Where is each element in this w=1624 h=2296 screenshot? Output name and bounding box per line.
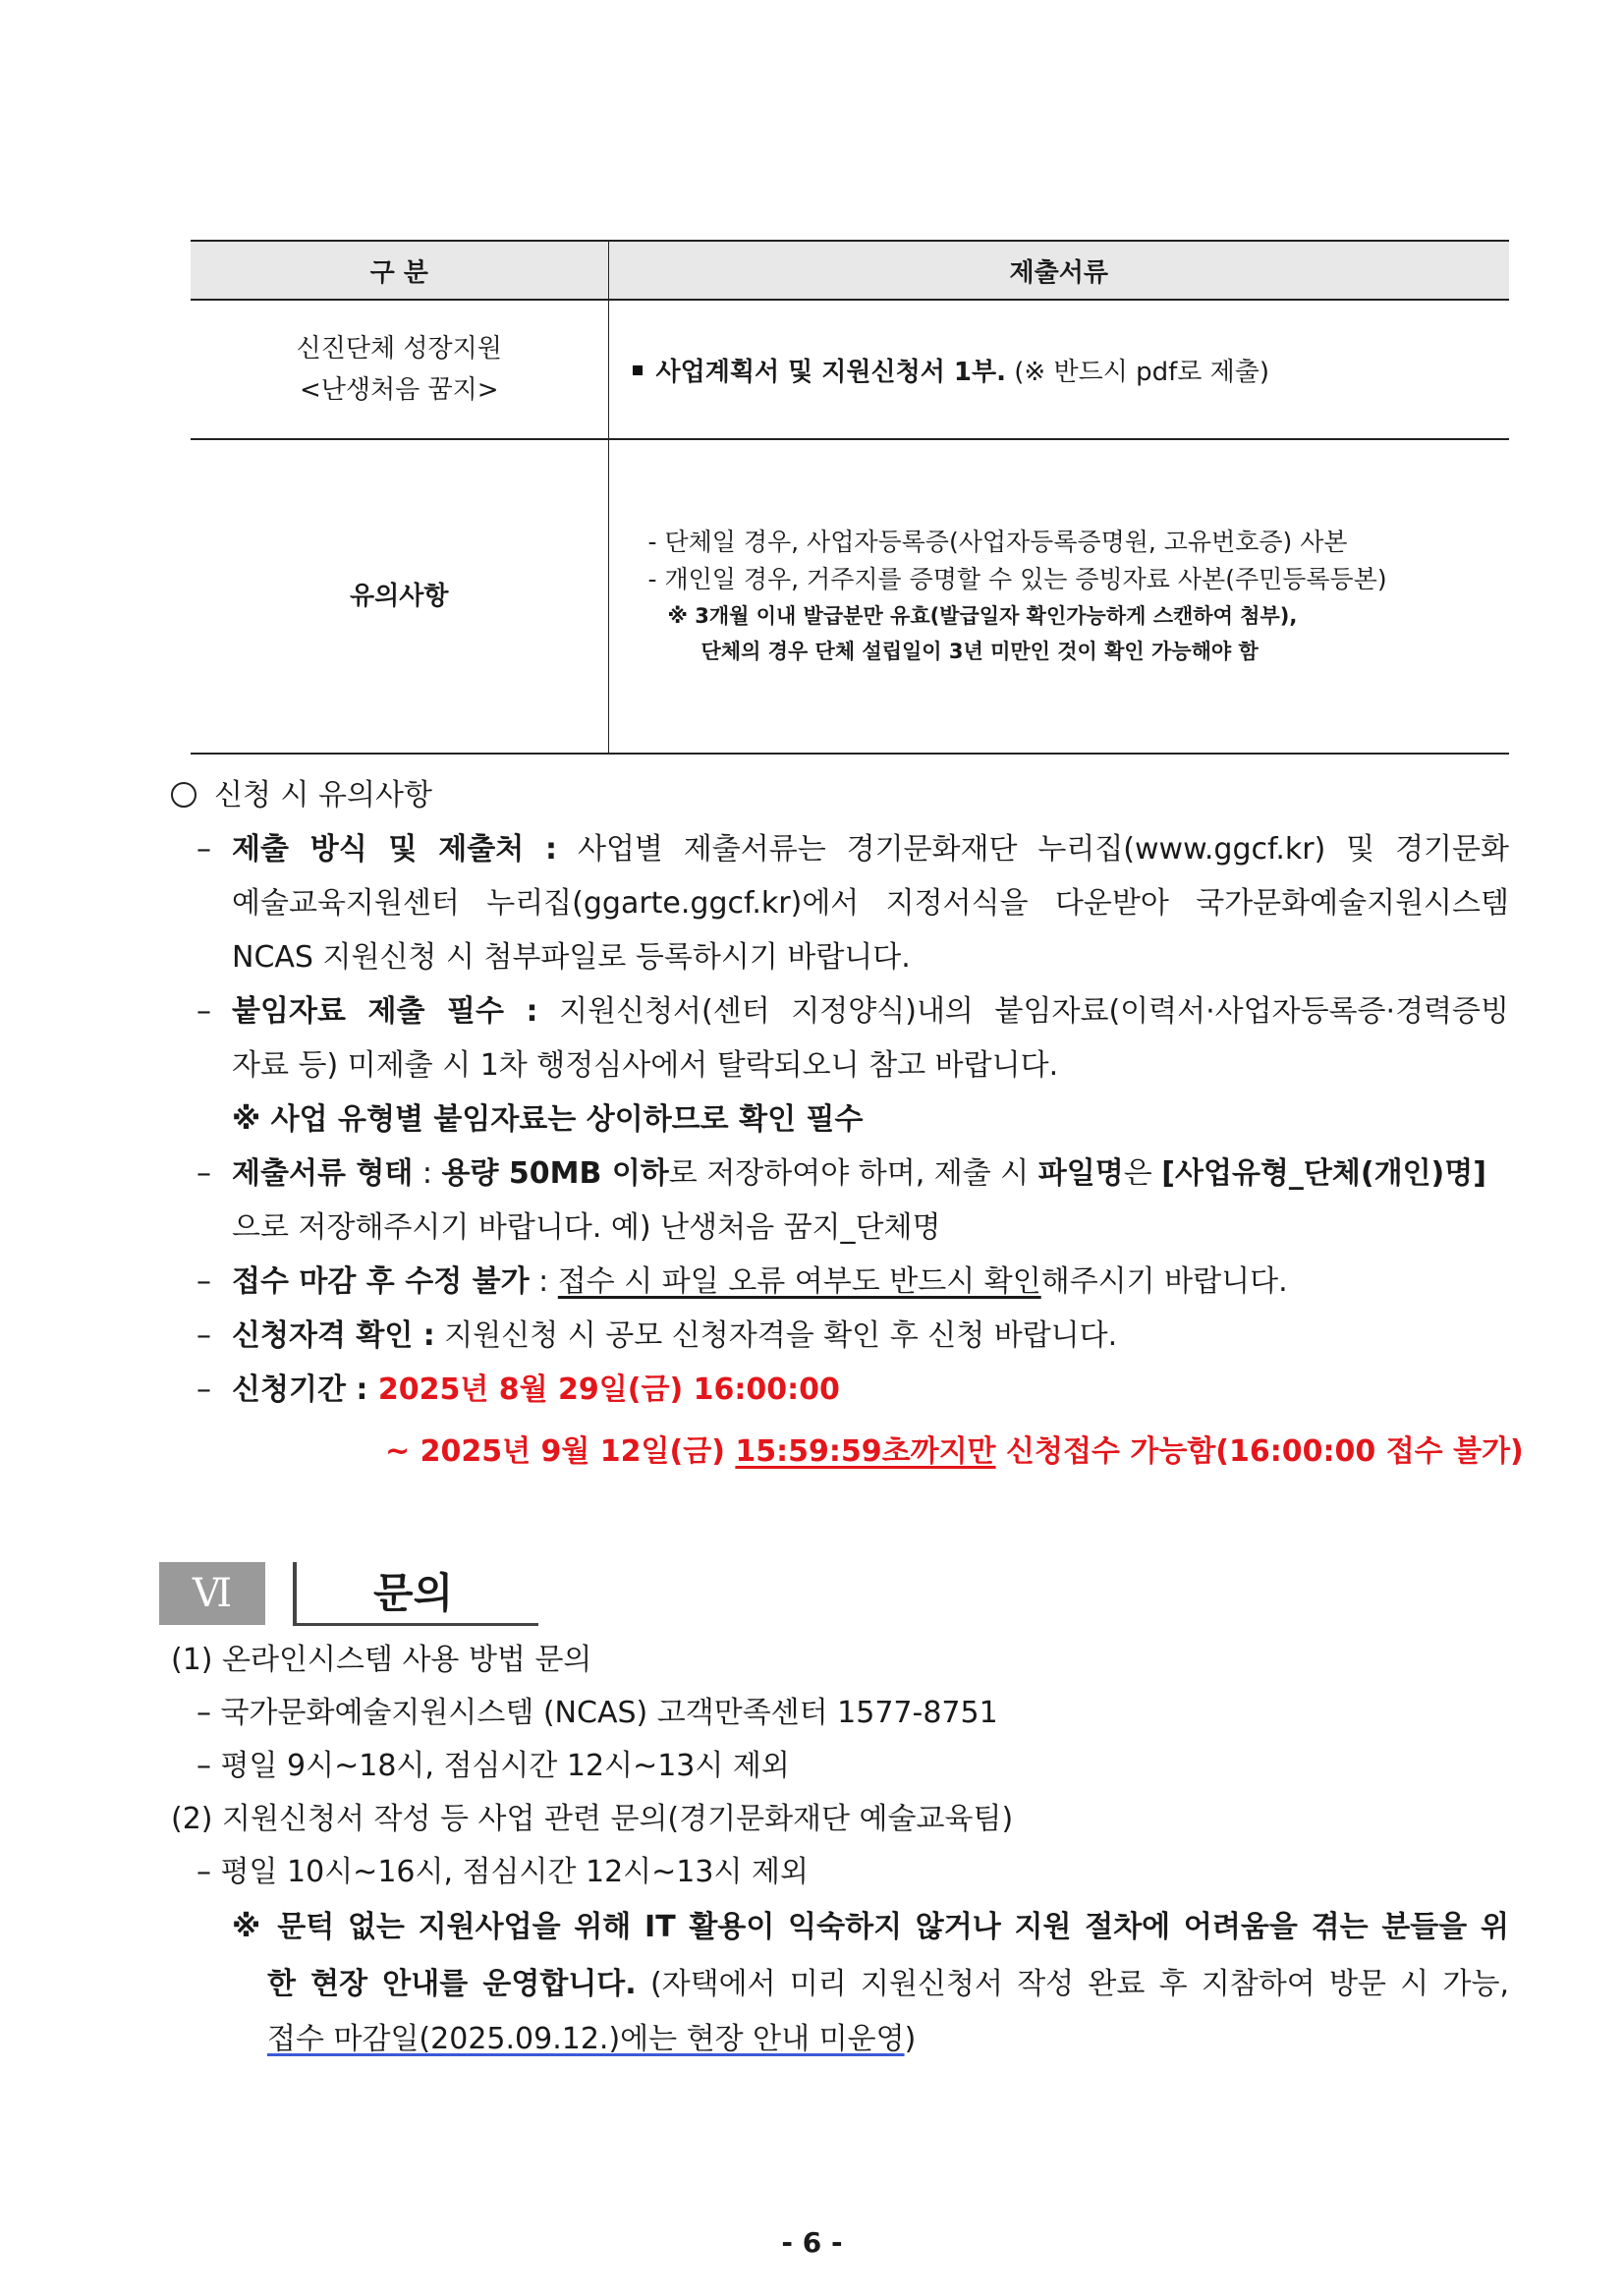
- header-category: 구 분: [191, 241, 608, 300]
- small-note: 단체의 경우 단체 설립일이 3년 미만인 것이 확인 가능해야 함: [700, 640, 1259, 663]
- item-label: 신청기간 :: [232, 1372, 368, 1407]
- item-text: 해주시기 바랍니다.: [1040, 1264, 1288, 1299]
- submission-table: [191, 240, 1509, 755]
- period-end: [385, 1432, 1524, 1472]
- contact-title: (1) 온라인시스템 사용 방법 문의: [171, 1643, 592, 1677]
- item-label: 제출서류 형태: [232, 1156, 414, 1191]
- dash-icon: –: [196, 832, 211, 867]
- header-documents: 제출서류: [608, 241, 1509, 300]
- item-text: 자료 등) 미제출 시 1차 행정심사에서 탈락되오니 참고 바랍니다.: [232, 1048, 1059, 1083]
- notice-bold: 한 현장 안내를 운영합니다.: [267, 1967, 637, 2001]
- dash-icon: –: [196, 1372, 211, 1407]
- list-item: – 국가문화예술지원시스템 (NCAS) 고객만족센터 1577-8751: [196, 1696, 998, 1730]
- item-text: 은: [1123, 1156, 1162, 1191]
- category-line: 신진단체 성장지원: [296, 334, 502, 364]
- section-title: 문의: [373, 1569, 454, 1617]
- period-note: 신청접수 가능함(16:00:00 접수 불가): [995, 1434, 1524, 1469]
- dash-icon: –: [196, 1156, 211, 1191]
- small-note: ※ 3개월 이내 발급분만 유효(발급일자 확인가능하게 스캔하여 첨부),: [667, 604, 1298, 628]
- size-limit: 용량 50MB 이하: [441, 1156, 669, 1191]
- table-row: [191, 300, 1509, 439]
- list-item: – 평일 10시~16시, 점심시간 12시~13시 제외: [196, 1855, 809, 1889]
- item-text: 사업별 제출서류는 경기문화재단 누리집(www.ggcf.kr) 및 경기문화: [557, 832, 1509, 867]
- item-note: ※ 사업 유형별 붙임자료는 상이하므로 확인 필수: [232, 1102, 864, 1137]
- onsite-notice-deadline: [267, 2020, 916, 2059]
- category-cell: 유의사항: [191, 439, 608, 754]
- doc-note: (※ 반드시 pdf로 제출): [1006, 357, 1270, 387]
- dash-icon: –: [196, 1318, 211, 1353]
- documents-cell: [608, 300, 1509, 439]
- onsite-notice-cont: [267, 1965, 1509, 2004]
- item-no-edit: [232, 1262, 1288, 1302]
- notes-cell: [608, 439, 1509, 754]
- category-cell: [191, 300, 608, 439]
- item-label: 접수 마감 후 수정 불가: [232, 1264, 530, 1299]
- list-item: - 단체일 경우, 사업자등록증(사업자등록증명원, 고유번호증) 사본: [647, 528, 1348, 556]
- separator: :: [413, 1156, 442, 1191]
- onsite-notice: ※ 문턱 없는 지원사업을 위해 IT 활용이 익숙하지 않거나 지원 절차에 어려움을 겪는 분들을 위: [232, 1910, 1509, 1944]
- list-item: – 평일 9시~18시, 점심시간 12시~13시 제외: [196, 1749, 790, 1783]
- table-row: [191, 439, 1509, 754]
- item-text: 로 저장하여야 하며, 제출 시: [668, 1156, 1038, 1191]
- contact-title: (2) 지원신청서 작성 등 사업 관련 문의(경기문화재단 예술교육팀): [171, 1802, 1014, 1836]
- item-eligibility: [232, 1316, 1117, 1356]
- period-deadline: 15:59:59초까지만: [735, 1434, 996, 1469]
- category-line: <난생처음 꿈지>: [299, 375, 499, 405]
- period-end-date: ~ 2025년 9월 12일(금): [385, 1434, 736, 1469]
- item-period: [232, 1371, 840, 1410]
- item-label: 붙임자료 제출 필수 :: [232, 994, 538, 1029]
- circle-bullet-icon: [171, 782, 196, 808]
- period-start: 2025년 8월 29일(금) 16:00:00: [367, 1372, 840, 1407]
- notice-close-paren: ): [904, 2022, 917, 2056]
- notice-text: (자택에서 미리 지원신청서 작성 완료 후 지참하여 방문 시 가능,: [636, 1967, 1509, 2001]
- item-text: NCAS 지원신청 시 첨부파일로 등록하시기 바랍니다.: [232, 940, 911, 975]
- filename-label: 파일명: [1037, 1156, 1124, 1191]
- item-submission-method: [232, 830, 1509, 869]
- notes-heading: [171, 776, 432, 815]
- notes-list: [609, 524, 1510, 669]
- dash-icon: –: [196, 1264, 211, 1299]
- notice-deadline: 접수 마감일(2025.09.12.)에는 현장 안내 미운영: [267, 2022, 905, 2056]
- item-text: 으로 저장해주시기 바랍니다. 예) 난생처음 꿈지_단체명: [232, 1210, 941, 1245]
- doc-required: 사업계획서 및 지원신청서 1부.: [655, 357, 1007, 387]
- item-file-format: [232, 1154, 1509, 1194]
- separator: :: [529, 1264, 558, 1299]
- notes-heading-text: 신청 시 유의사항: [214, 778, 432, 812]
- section-underline: [293, 1623, 538, 1626]
- item-emphasis: 접수 시 파일 오류 여부도 반드시 확인: [557, 1264, 1041, 1299]
- item-text: 지원신청서(센터 지정양식)내의 붙임자료(이력서·사업자등록증·경력증빙: [537, 994, 1509, 1029]
- item-label: 신청자격 확인 :: [232, 1318, 435, 1353]
- page-number: - 6 -: [781, 2226, 843, 2259]
- section-number: Ⅵ: [159, 1562, 265, 1625]
- square-bullet-icon: [633, 365, 643, 375]
- list-item: - 개인일 경우, 거주지를 증명할 수 있는 증빙자료 사본(주민등록등본): [647, 565, 1387, 593]
- item-text: 예술교육지원센터 누리집(ggarte.ggcf.kr)에서 지정서식을 다운받아 국가문화예술지원시스템: [232, 886, 1509, 921]
- section-divider: [293, 1562, 297, 1625]
- dash-icon: –: [196, 994, 211, 1029]
- item-attachments: [232, 992, 1509, 1032]
- item-text: 지원신청 시 공모 신청자격을 확인 후 신청 바랍니다.: [434, 1318, 1118, 1353]
- table-header-row: [191, 241, 1509, 300]
- filename-format: [사업유형_단체(개인)명]: [1161, 1156, 1486, 1191]
- item-label: 제출 방식 및 제출처 :: [232, 832, 558, 867]
